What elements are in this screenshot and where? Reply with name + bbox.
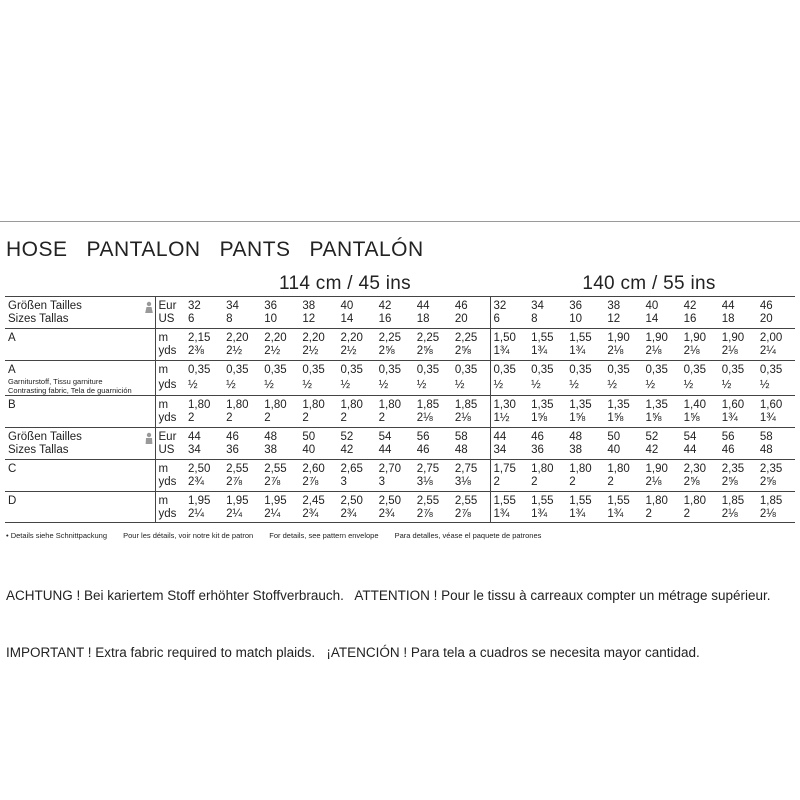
size-eur-cell: 58 (757, 428, 795, 445)
plaid-note-line-1: ACHTUNG ! Bei kariertem Stoff erhöhter Stoffverbrauch. ATTENTION ! Pour le tissu à carreaux compter un métrage supérieur. (6, 588, 771, 603)
size-us-cell: 38 (569, 444, 583, 456)
yard-cell: ½ (226, 378, 236, 391)
view-b-label (5, 396, 155, 413)
view-letter: A (8, 332, 16, 344)
meter-cell: 0,35 (338, 361, 376, 379)
size-label-line-2: Sizes Tallas (8, 313, 69, 325)
yard-cell: 2¼ (226, 508, 243, 520)
size-us-cell: 36 (531, 444, 544, 456)
size-eur-cell: 36 (566, 297, 604, 314)
yard-cell: ½ (340, 378, 351, 391)
yard-cell: 2⅝ (416, 345, 433, 357)
meter-cell: 1,85 (719, 492, 757, 509)
view-letter: C (8, 463, 17, 475)
meter-cell: 1,35 (604, 396, 642, 413)
meter-cell: 2,45 (299, 492, 337, 509)
unit-yds: yds (155, 508, 185, 523)
yard-cell: 2⅛ (454, 412, 471, 424)
size-us-cell: 8 (226, 313, 233, 325)
unit-m: m (155, 460, 185, 477)
size-eur-cell: 54 (376, 428, 414, 445)
yard-cell: 2⅛ (759, 508, 776, 520)
size-eur-cell: 50 (604, 428, 642, 445)
size-row-us (5, 313, 795, 329)
meter-cell: 1,55 (528, 492, 566, 509)
size-eur-cell: 32 (490, 297, 528, 314)
size-eur-cell: 44 (185, 428, 223, 445)
top-divider (0, 221, 800, 222)
meter-cell: 2,55 (261, 460, 299, 477)
size-eur-cell: 36 (261, 297, 299, 314)
yard-cell: ½ (378, 378, 389, 391)
size-eur-cell: 38 (299, 297, 337, 314)
size-us-cell: 38 (264, 444, 278, 456)
yard-cell: 3 (340, 476, 347, 488)
yard-cell: 2 (683, 508, 691, 520)
meter-cell: 0,35 (299, 361, 337, 379)
yard-cell: 2⅜ (188, 345, 204, 357)
meter-cell: 2,35 (719, 460, 757, 477)
size-eur-cell: 46 (223, 428, 261, 445)
size-label (5, 428, 155, 445)
view-d-yds-row (5, 508, 795, 523)
size-eur-cell: 52 (643, 428, 681, 445)
yard-cell: ½ (531, 378, 541, 391)
size-row-us (5, 444, 795, 460)
size-label (5, 297, 155, 314)
yard-cell: 2 (188, 412, 195, 424)
yard-cell: 2 (569, 476, 576, 488)
view-a-yds-row (5, 345, 795, 361)
size-us-cell: 6 (188, 313, 195, 325)
yard-cell: ½ (264, 378, 274, 391)
yard-cell: 2⅞ (454, 508, 471, 520)
meter-cell: 1,90 (643, 329, 681, 346)
view-a-m-row (5, 329, 795, 346)
meter-cell: 0,35 (528, 361, 566, 379)
meter-cell: 0,35 (681, 361, 719, 379)
yard-cell: 1¾ (490, 508, 528, 523)
unit-yds: yds (155, 345, 185, 361)
meter-cell: 0,35 (185, 361, 223, 379)
meter-cell: 1,80 (338, 396, 376, 413)
yard-cell: ½ (416, 378, 427, 391)
yard-cell: 1¾ (569, 345, 586, 357)
yard-cell: 2⅞ (302, 476, 319, 488)
size-eur-cell: 44 (719, 297, 757, 314)
yard-cell: 2 (226, 412, 233, 424)
meter-cell: 1,80 (566, 460, 604, 477)
yard-cell: 1⅝ (683, 412, 700, 424)
size-eur-cell: 56 (719, 428, 757, 445)
meter-cell: 1,80 (185, 396, 223, 413)
size-us-cell: 10 (264, 313, 278, 325)
meter-cell: 1,80 (299, 396, 337, 413)
meter-cell: 1,95 (261, 492, 299, 509)
yard-cell: 1¾ (759, 412, 776, 424)
view-a-label (5, 329, 155, 346)
view-c-m-row (5, 460, 795, 477)
meter-cell: 0,35 (719, 361, 757, 379)
yard-cell: 2¾ (378, 508, 395, 520)
yard-cell: 2⅞ (226, 476, 243, 488)
size-us-cell: 46 (721, 444, 735, 456)
meter-cell: 2,50 (185, 460, 223, 477)
view-sublabel: Contrasting fabric, Tela de guarnición (8, 386, 132, 395)
meter-cell: 2,20 (223, 329, 261, 346)
empty-label (5, 476, 155, 492)
yard-cell: ½ (683, 378, 694, 391)
view-b-m-row (5, 396, 795, 413)
size-us-cell: 18 (721, 313, 735, 325)
view-a-contrast-label (5, 361, 155, 396)
meter-cell: 2,25 (376, 329, 414, 346)
view-a-contrast-m-row (5, 361, 795, 379)
size-us-cell: 20 (454, 313, 468, 325)
yard-cell: 2⅞ (416, 508, 433, 520)
footnotes (6, 531, 796, 540)
yard-cell: 2⅛ (721, 508, 738, 520)
size-eur-cell: 48 (261, 428, 299, 445)
view-c-yds-row (5, 476, 795, 492)
yard-cell: 2⅛ (645, 345, 662, 357)
view-sublabel: Garniturstoff, Tissu garniture (8, 377, 103, 386)
footnote-es: Para detalles, véase el paquete de patrones (394, 531, 542, 540)
unit-m: m (155, 492, 185, 509)
yard-cell: 2⅛ (607, 345, 624, 357)
size-eur-cell: 40 (338, 297, 376, 314)
yard-cell: 1⅝ (531, 412, 548, 424)
meter-cell: 1,90 (643, 460, 681, 477)
size-us-cell: 14 (340, 313, 354, 325)
meter-cell: 1,40 (681, 396, 719, 413)
meter-cell: 2,25 (452, 329, 490, 346)
empty-label (5, 412, 155, 428)
meter-cell: 2,50 (376, 492, 414, 509)
meter-cell: 1,85 (757, 492, 795, 509)
size-us-cell: 34 (188, 444, 201, 456)
size-label-line-1: Größen Tailles (8, 431, 82, 443)
meter-cell: 1,55 (490, 492, 528, 509)
meter-cell: 2,15 (185, 329, 223, 346)
size-label-line-1: Größen Tailles (8, 300, 82, 312)
size-eur-cell: 44 (490, 428, 528, 445)
size-us-cell: 16 (378, 313, 392, 325)
us-label: US (155, 313, 185, 329)
meter-cell: 2,35 (757, 460, 795, 477)
size-us-cell: 42 (645, 444, 659, 456)
yard-cell: 2 (264, 412, 271, 424)
size-eur-cell: 54 (681, 428, 719, 445)
size-us-cell: 14 (645, 313, 659, 325)
meter-cell: 2,55 (452, 492, 490, 509)
meter-cell: 1,95 (185, 492, 223, 509)
meter-cell: 1,95 (223, 492, 261, 509)
size-us-cell: 12 (302, 313, 316, 325)
size-eur-cell: 56 (414, 428, 452, 445)
size-label-wrap (8, 431, 155, 444)
yard-cell: 2½ (226, 345, 243, 357)
meter-cell: 1,35 (643, 396, 681, 413)
yard-cell: 2 (378, 412, 386, 424)
size-us-cell: 42 (340, 444, 354, 456)
yard-cell: 2¾ (302, 508, 319, 520)
meter-cell: 0,35 (223, 361, 261, 379)
size-row-eur (5, 297, 795, 314)
yard-cell: 2 (340, 412, 347, 424)
size-us-cell: 40 (607, 444, 621, 456)
size-eur-cell: 40 (643, 297, 681, 314)
meter-cell: 1,55 (604, 492, 642, 509)
yard-cell: 2⅞ (264, 476, 281, 488)
meter-cell: 0,35 (452, 361, 490, 379)
yard-cell: 2¾ (340, 508, 357, 520)
size-us-cell: 48 (454, 444, 468, 456)
yard-cell: 2½ (302, 345, 319, 357)
meter-cell: 2,50 (338, 492, 376, 509)
meter-cell: 2,75 (414, 460, 452, 477)
meter-cell: 0,35 (604, 361, 642, 379)
yard-cell: 2⅝ (683, 476, 700, 488)
yard-cell: ½ (302, 378, 312, 391)
view-letter: A (8, 364, 16, 376)
size-us-cell: 44 (378, 444, 392, 456)
empty-label (5, 508, 155, 523)
empty-label (5, 345, 155, 361)
size-us-cell: 16 (683, 313, 697, 325)
footnote-fr: Pour les détails, voir notre kit de patron (123, 531, 254, 540)
size-us-cell: 46 (416, 444, 430, 456)
yard-cell: 2¾ (188, 476, 204, 488)
meter-cell: 1,80 (604, 460, 642, 477)
meter-cell: 1,80 (643, 492, 681, 509)
size-label-line-2: Sizes Tallas (8, 444, 69, 456)
yard-cell: 2⅝ (759, 476, 776, 488)
meter-cell: 1,35 (528, 396, 566, 413)
yard-cell: 2⅛ (416, 412, 433, 424)
meter-cell: 2,00 (757, 329, 795, 346)
size-eur-cell: 44 (414, 297, 452, 314)
meter-cell: 0,35 (261, 361, 299, 379)
yard-cell: 1¾ (721, 412, 738, 424)
yard-cell: 2⅛ (683, 345, 700, 357)
meter-cell: 1,60 (757, 396, 795, 413)
size-eur-cell: 58 (452, 428, 490, 445)
size-us-cell: 20 (759, 313, 773, 325)
yard-cell: 2¼ (188, 508, 204, 520)
meter-cell: 2,65 (338, 460, 376, 477)
meter-cell: 2,25 (414, 329, 452, 346)
meter-cell: 1,90 (719, 329, 757, 346)
yard-cell: 2⅝ (378, 345, 395, 357)
meter-cell: 1,80 (528, 460, 566, 477)
yard-cell: 3 (378, 476, 386, 488)
unit-m: m (155, 396, 185, 413)
yard-cell: 2 (490, 476, 528, 492)
view-letter: D (8, 495, 17, 507)
yard-cell: 3⅛ (454, 476, 471, 488)
size-us-cell: 48 (759, 444, 773, 456)
yard-cell: 1⅝ (569, 412, 586, 424)
yard-cell: 2⅝ (721, 476, 738, 488)
meter-cell: 1,85 (414, 396, 452, 413)
yard-cell: ½ (454, 378, 465, 391)
yard-cell: 2 (645, 508, 652, 520)
meter-cell: 1,80 (681, 492, 719, 509)
size-eur-cell: 50 (299, 428, 337, 445)
meter-cell: 0,35 (414, 361, 452, 379)
yard-cell: 2½ (264, 345, 281, 357)
meter-cell: 1,85 (452, 396, 490, 413)
us-label: US (155, 444, 185, 460)
meter-cell: 2,75 (452, 460, 490, 477)
yard-cell: 2⅛ (645, 476, 662, 488)
size-us-cell: 18 (416, 313, 430, 325)
meter-cell: 0,35 (566, 361, 604, 379)
size-us-cell: 34 (490, 444, 528, 460)
size-eur-cell: 46 (757, 297, 795, 314)
yard-cell: 2⅛ (721, 345, 738, 357)
yard-cell: 3⅛ (416, 476, 433, 488)
yard-cell: 2½ (340, 345, 357, 357)
size-row-eur (5, 428, 795, 445)
meter-cell: 2,70 (376, 460, 414, 477)
size-eur-cell: 34 (223, 297, 261, 314)
size-eur-cell: 34 (528, 297, 566, 314)
meter-cell: 0,35 (643, 361, 681, 379)
yard-cell: 2¼ (264, 508, 281, 520)
view-c-label (5, 460, 155, 477)
fabric-width-140: 140 cm / 55 ins (582, 273, 716, 294)
yard-cell: ½ (645, 378, 656, 391)
yard-cell: 1¾ (607, 508, 624, 520)
yard-cell: 1¾ (531, 345, 548, 357)
meter-cell: 1,90 (604, 329, 642, 346)
female-figure-icon (143, 301, 155, 313)
unit-yds: yds (155, 379, 185, 396)
yard-cell: 2 (531, 476, 538, 488)
eur-label: Eur (155, 428, 185, 445)
meter-cell: 1,75 (490, 460, 528, 477)
garment-title: HOSE PANTALON PANTS PANTALÓN (6, 238, 424, 261)
yard-cell: ½ (607, 378, 617, 391)
yard-cell: 2¼ (759, 345, 776, 357)
view-b-yds-row (5, 412, 795, 428)
footnote-de: • Details siehe Schnittpackung (6, 531, 108, 540)
yard-cell: 1¾ (569, 508, 586, 520)
size-us-cell: 12 (607, 313, 621, 325)
meter-cell: 0,35 (376, 361, 414, 379)
size-eur-cell: 42 (376, 297, 414, 314)
yard-cell: 2⅝ (454, 345, 471, 357)
unit-yds: yds (155, 412, 185, 428)
yard-cell: ½ (188, 378, 198, 391)
size-us-cell: 40 (302, 444, 316, 456)
unit-m: m (155, 361, 185, 379)
bottom-divider (5, 522, 795, 523)
plaid-notes (6, 548, 796, 700)
yard-cell: 2 (607, 476, 614, 488)
size-us-cell: 44 (683, 444, 697, 456)
size-eur-cell: 46 (528, 428, 566, 445)
meter-cell: 2,20 (299, 329, 337, 346)
size-us-cell: 36 (226, 444, 239, 456)
yard-cell: 1⅝ (607, 412, 624, 424)
meter-cell: 1,80 (223, 396, 261, 413)
meter-cell: 1,80 (376, 396, 414, 413)
meter-cell: 2,30 (681, 460, 719, 477)
size-eur-cell: 48 (566, 428, 604, 445)
size-eur-cell: 42 (681, 297, 719, 314)
meter-cell: 1,55 (566, 492, 604, 509)
size-eur-cell: 52 (338, 428, 376, 445)
male-figure-icon (143, 432, 155, 444)
meter-cell: 0,35 (757, 361, 795, 379)
meter-cell: 1,60 (719, 396, 757, 413)
size-us-cell: 6 (490, 313, 528, 329)
plaid-note-line-2: IMPORTANT ! Extra fabric required to match plaids. ¡ATENCIÓN ! Para tela a cuadros se necesita mayor cantidad. (6, 645, 700, 660)
meter-cell: 1,55 (528, 329, 566, 346)
size-us-cell: 10 (569, 313, 583, 325)
yard-cell: 1¾ (490, 345, 528, 361)
size-label-wrap (8, 300, 155, 313)
footnote-en: For details, see pattern envelope (269, 531, 379, 540)
meter-cell: 1,30 (490, 396, 528, 413)
yard-cell: ½ (490, 379, 528, 396)
view-d-m-row (5, 492, 795, 509)
yard-cell: ½ (759, 378, 770, 391)
yard-cell: 1⅝ (645, 412, 662, 424)
size-eur-cell: 46 (452, 297, 490, 314)
size-eur-cell: 38 (604, 297, 642, 314)
meter-cell: 1,55 (566, 329, 604, 346)
yard-cell: 1¾ (531, 508, 548, 520)
yard-cell: 1½ (490, 412, 528, 428)
size-us-cell: 8 (531, 313, 538, 325)
yard-cell: 2 (302, 412, 309, 424)
size-eur-cell: 32 (185, 297, 223, 314)
unit-yds: yds (155, 476, 185, 492)
meter-cell: 0,35 (490, 361, 528, 379)
meter-cell: 1,50 (490, 329, 528, 346)
meter-cell: 1,90 (681, 329, 719, 346)
meter-cell: 2,20 (338, 329, 376, 346)
fabric-width-114: 114 cm / 45 ins (279, 273, 411, 294)
yardage-table (5, 296, 795, 523)
view-d-label (5, 492, 155, 509)
unit-m: m (155, 329, 185, 346)
meter-cell: 1,35 (566, 396, 604, 413)
meter-cell: 2,55 (223, 460, 261, 477)
meter-cell: 2,20 (261, 329, 299, 346)
meter-cell: 2,55 (414, 492, 452, 509)
view-letter: B (8, 399, 16, 411)
meter-cell: 1,80 (261, 396, 299, 413)
yard-cell: ½ (721, 378, 732, 391)
yard-cell: ½ (569, 378, 579, 391)
meter-cell: 2,60 (299, 460, 337, 477)
eur-label: Eur (155, 297, 185, 314)
